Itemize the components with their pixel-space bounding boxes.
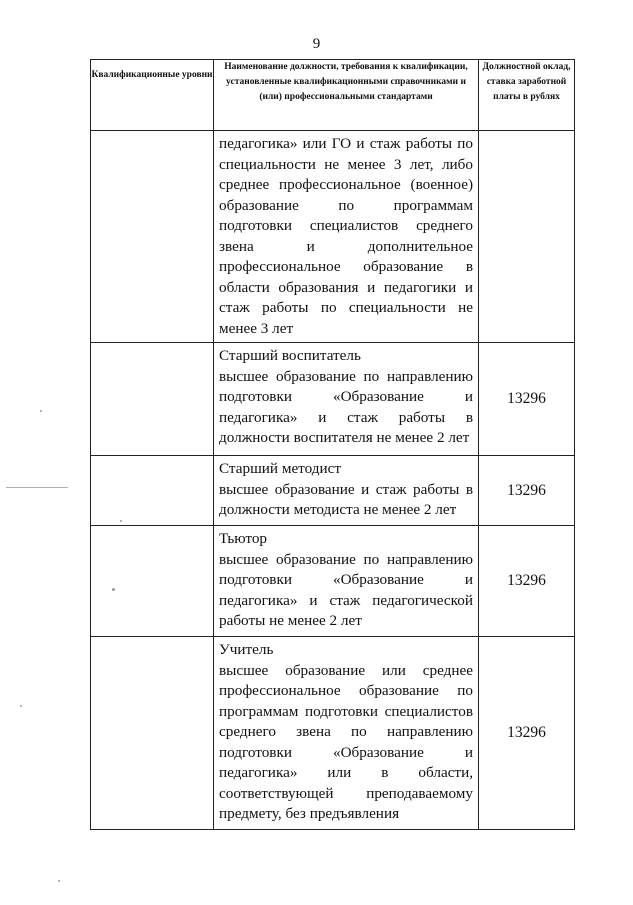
- position-title: Старший методист: [219, 460, 342, 477]
- table-body: [91, 131, 575, 830]
- position-title: Учитель: [219, 641, 274, 658]
- scan-artifact: [112, 588, 115, 591]
- position-description-cell: [214, 637, 479, 830]
- qualification-level-cell: [91, 343, 214, 456]
- salary-cell: 13296: [479, 343, 575, 456]
- header-qualification-levels: Квалификационные уровни: [91, 60, 214, 131]
- scan-artifact: [40, 410, 42, 412]
- requirements-text: высшее образование или среднее профессиональное образование по программам подготовки специалистов среднего звена по направлению подготовки «Образование и педагогика» или в области, соответствующей преподаваемому предмету, без предъявления: [219, 661, 473, 822]
- header-position-requirements: Наименование должности, требования к квалификации, установленные квалификационными справочниками и (или) профессиональными стандартами: [214, 60, 479, 131]
- qualification-level-cell: [91, 456, 214, 526]
- requirements-text: педагогика» или ГО и стаж работы по специальности не менее 3 лет, либо среднее профессиональное (военное) образование по программам подготовки специалистов среднего звена и дополнительное профессиональное образование в области образования и педагогики и стаж работы по специальности не менее 3 лет: [219, 135, 473, 337]
- scan-artifact: [20, 705, 22, 707]
- scan-artifact: [6, 487, 68, 488]
- scan-artifact: [120, 520, 122, 522]
- table-row: [91, 343, 575, 456]
- salary-cell: 13296: [479, 637, 575, 830]
- qualification-level-cell: [91, 131, 214, 343]
- position-title: Тьютор: [219, 530, 268, 547]
- header-salary: Должностной оклад, ставка заработной платы в рублях: [479, 60, 575, 131]
- requirements-text: высшее образование по направлению подготовки «Образование и педагогика» и стаж педагогической работы не менее 2 лет: [219, 550, 473, 629]
- table-row: [91, 637, 575, 830]
- table-header: [91, 60, 575, 131]
- salary-cell: 13296: [479, 456, 575, 526]
- requirements-text: высшее образование по направлению подготовки «Образование и педагогика» и стаж работы в должности воспитателя не менее 2 лет: [219, 367, 473, 446]
- position-description-cell: [214, 456, 479, 526]
- position-description-cell: [214, 526, 479, 637]
- table-row: [91, 456, 575, 526]
- scan-artifact: [58, 880, 60, 882]
- salary-cell: 13296: [479, 526, 575, 637]
- requirements-text: высшее образование и стаж работы в должности методиста не менее 2 лет: [219, 480, 473, 518]
- qualification-level-cell: [91, 526, 214, 637]
- qualification-level-cell: [91, 637, 214, 830]
- header-row: [91, 60, 575, 131]
- position-description-cell: [214, 343, 479, 456]
- position-title: Старший воспитатель: [219, 347, 361, 364]
- table-row: [91, 131, 575, 343]
- table-row: [91, 526, 575, 637]
- page-number: 9: [312, 36, 321, 52]
- position-description-cell: [214, 131, 479, 343]
- salary-cell: [479, 131, 575, 343]
- qualification-salary-table: [90, 59, 575, 830]
